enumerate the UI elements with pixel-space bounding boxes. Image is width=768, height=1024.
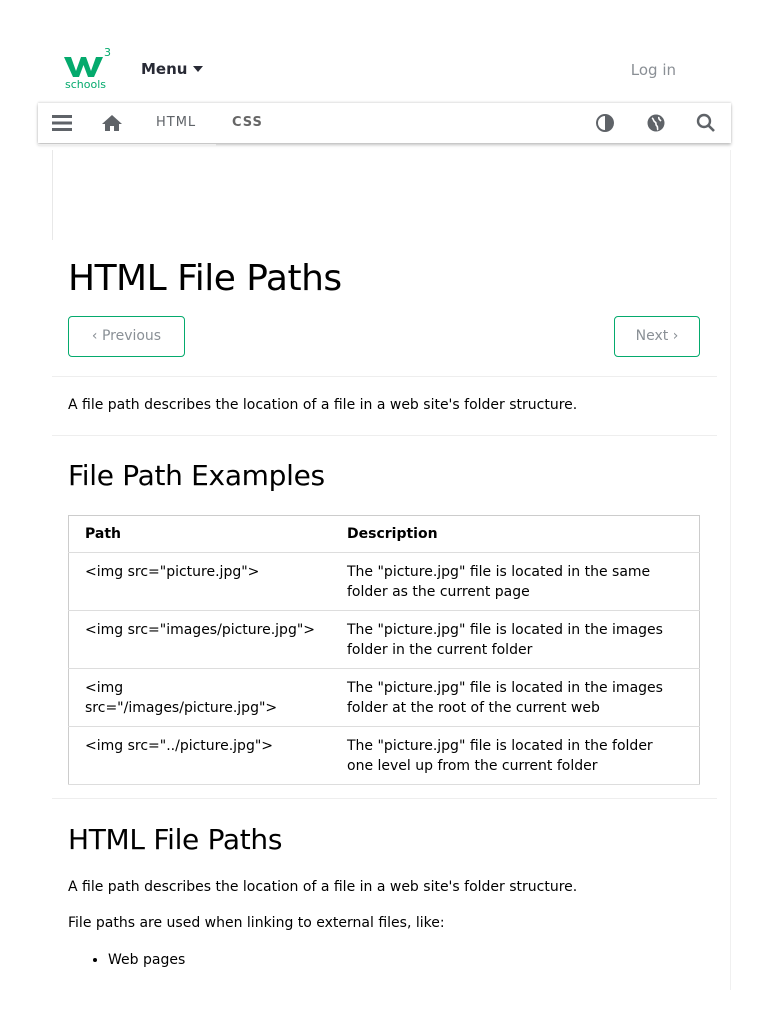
table-cell-path: <img src="../picture.jpg">	[69, 727, 332, 785]
logo-text: schools	[65, 78, 106, 91]
search-icon[interactable]	[696, 113, 716, 133]
logo-superscript: 3	[104, 47, 111, 59]
chevron-right-icon: ›	[672, 328, 679, 344]
table-row	[69, 553, 700, 611]
table-row	[69, 727, 700, 785]
section-title-file-paths: HTML File Paths	[68, 823, 283, 856]
section-title-examples: File Path Examples	[68, 459, 325, 492]
ad-space-divider	[52, 150, 53, 240]
menu-label: Menu	[141, 60, 188, 78]
chevron-left-icon: ‹	[91, 328, 98, 344]
table-cell-path: <img src="picture.jpg">	[69, 553, 332, 611]
table-cell-path: <img src="images/picture.jpg">	[69, 611, 332, 669]
top-nav	[38, 103, 731, 143]
page-frame	[38, 0, 731, 1024]
divider	[52, 376, 717, 377]
divider	[52, 798, 717, 799]
divider	[52, 435, 717, 436]
globe-icon[interactable]	[646, 113, 666, 133]
nav-item-html[interactable]: HTML	[156, 115, 197, 130]
table-cell-description: The "picture.jpg" file is located in the images folder at the root of the current web	[331, 669, 700, 727]
intro-paragraph: A file path describes the location of a file in a web site's folder structure.	[68, 397, 578, 413]
next-button[interactable]	[614, 316, 700, 357]
page-title: HTML File Paths	[68, 258, 342, 299]
table-header-description: Description	[331, 516, 700, 553]
external-files-list	[90, 950, 185, 970]
menu-button[interactable]	[141, 60, 203, 78]
section2-paragraph-1: A file path describes the location of a file in a web site's folder structure.	[68, 879, 578, 895]
table-row	[69, 669, 700, 727]
list-item: • Web pages	[108, 950, 185, 970]
contrast-icon[interactable]	[595, 113, 615, 133]
table-cell-description: The "picture.jpg" file is located in the folder one level up from the current folder	[331, 727, 700, 785]
table-cell-description: The "picture.jpg" file is located in the same folder as the current page	[331, 553, 700, 611]
previous-label: Previous	[101, 328, 162, 344]
caret-down-icon	[193, 65, 203, 73]
section2-paragraph-2: File paths are used when linking to external files, like:	[68, 915, 445, 931]
home-icon[interactable]	[102, 113, 122, 133]
login-link[interactable]: Log in	[630, 61, 676, 79]
next-label: Next	[635, 328, 669, 344]
nav-underline	[38, 144, 216, 146]
nav-item-css[interactable]: CSS	[232, 115, 263, 130]
table-cell-description: The "picture.jpg" file is located in the images folder in the current folder	[331, 611, 700, 669]
table-cell-path: <img src="/images/picture.jpg">	[69, 669, 332, 727]
table-header-path: Path	[69, 516, 332, 553]
table-row	[69, 611, 700, 669]
previous-button[interactable]	[68, 316, 185, 357]
content-border	[730, 150, 731, 990]
file-path-table	[68, 515, 700, 785]
menu-icon[interactable]	[52, 113, 72, 133]
top-header	[38, 0, 731, 103]
